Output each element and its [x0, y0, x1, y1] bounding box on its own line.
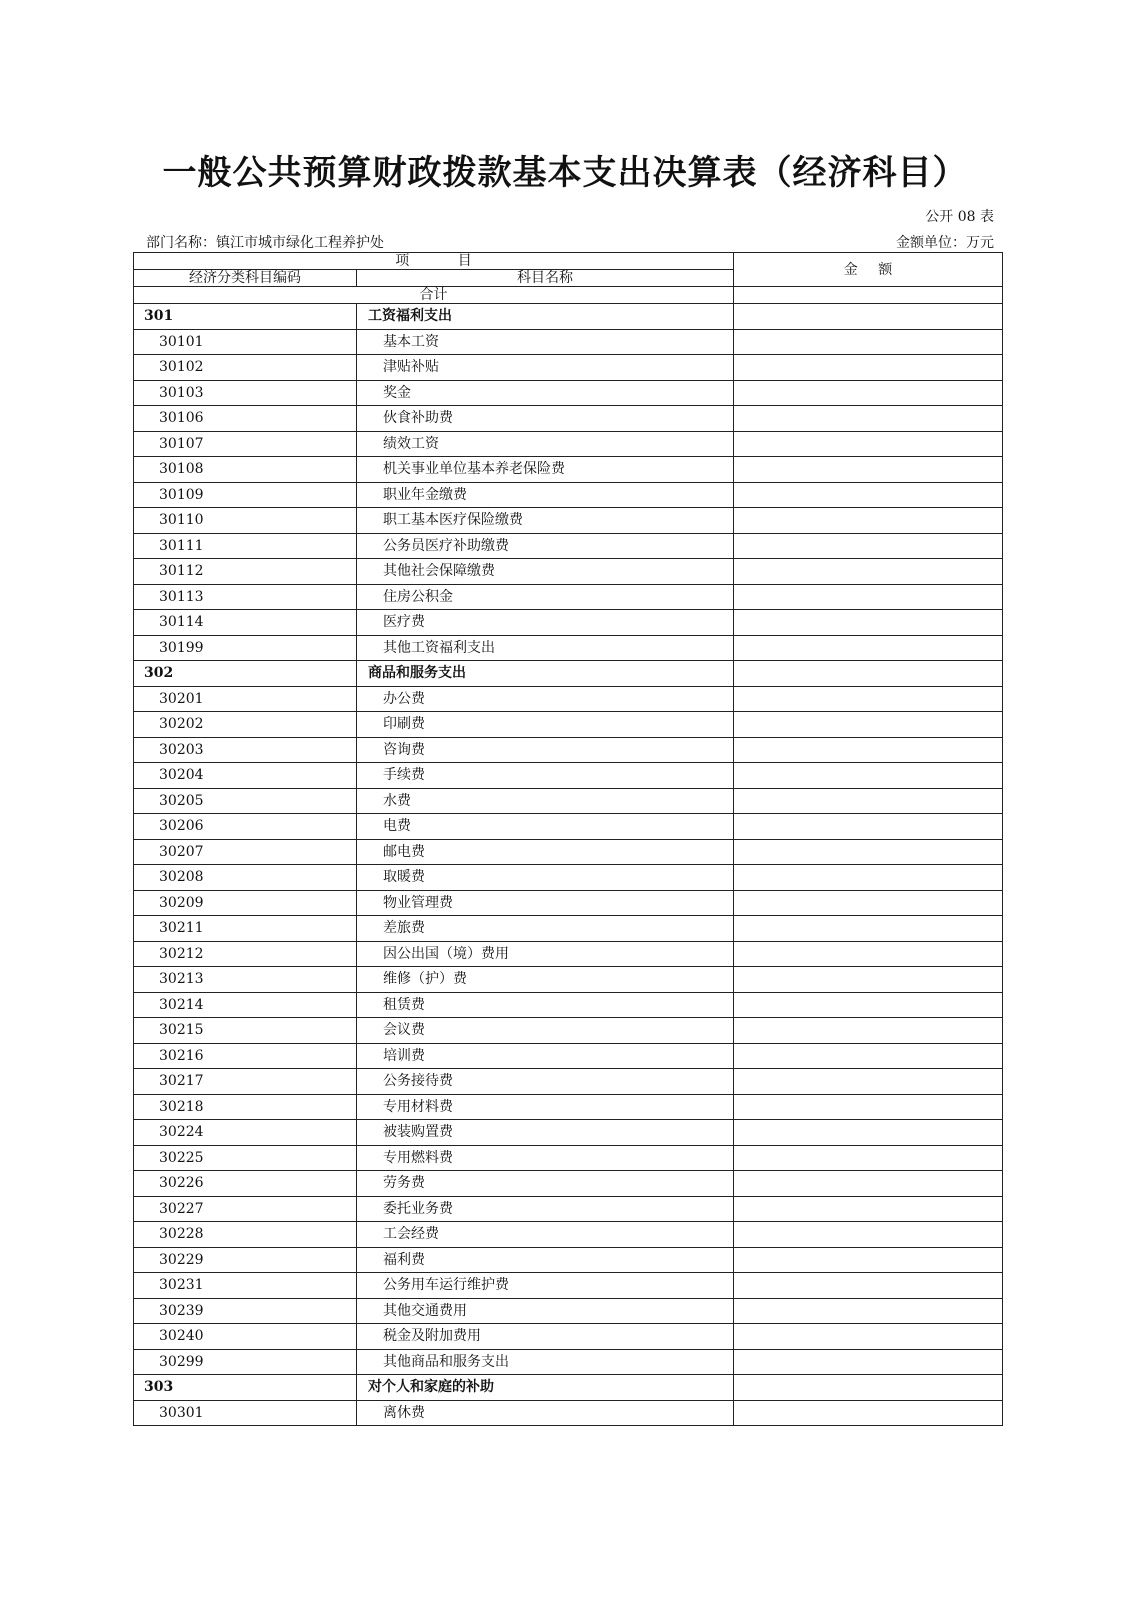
table-row [134, 941, 1003, 967]
row-name: 公务员医疗补助缴费 [357, 533, 734, 559]
row-code: 30199 [134, 635, 357, 661]
row-amount [734, 1069, 1003, 1095]
row-code: 30211 [134, 916, 357, 942]
row-amount [734, 329, 1003, 355]
header-name: 科目名称 [357, 270, 734, 287]
row-amount [734, 839, 1003, 865]
row-name: 培训费 [357, 1043, 734, 1069]
table-row [134, 1145, 1003, 1171]
total-row [134, 287, 1003, 304]
table-row [134, 1273, 1003, 1299]
row-code: 30224 [134, 1120, 357, 1146]
header-amount: 金 额 [843, 261, 901, 278]
table-row [134, 1171, 1003, 1197]
row-name: 绩效工资 [357, 431, 734, 457]
row-code: 30111 [134, 533, 357, 559]
total-amount [734, 287, 1003, 304]
row-name: 机关事业单位基本养老保险费 [357, 457, 734, 483]
row-amount [734, 482, 1003, 508]
row-amount [734, 635, 1003, 661]
row-name: 其他交通费用 [357, 1298, 734, 1324]
row-amount [734, 584, 1003, 610]
row-name: 差旅费 [357, 916, 734, 942]
table-row [134, 788, 1003, 814]
row-name: 印刷费 [357, 712, 734, 738]
amount-unit: 金额单位：万元 [896, 235, 994, 251]
row-name: 取暖费 [357, 865, 734, 891]
row-name: 办公费 [357, 686, 734, 712]
row-code: 30203 [134, 737, 357, 763]
row-code: 30217 [134, 1069, 357, 1095]
table-row [134, 1120, 1003, 1146]
row-amount [734, 355, 1003, 381]
row-amount [734, 1247, 1003, 1273]
row-name: 手续费 [357, 763, 734, 789]
row-code: 30208 [134, 865, 357, 891]
table-row [134, 1324, 1003, 1350]
row-code: 30101 [134, 329, 357, 355]
row-code: 30225 [134, 1145, 357, 1171]
table-row [134, 890, 1003, 916]
row-amount [734, 406, 1003, 432]
category-row [134, 661, 1003, 687]
row-amount [734, 788, 1003, 814]
row-name: 住房公积金 [357, 584, 734, 610]
header-row-1 [134, 253, 1003, 270]
row-code: 30110 [134, 508, 357, 534]
row-amount [734, 1196, 1003, 1222]
row-name: 工会经费 [357, 1222, 734, 1248]
row-name: 公务接待费 [357, 1069, 734, 1095]
row-name: 被装购置费 [357, 1120, 734, 1146]
table-row [134, 1247, 1003, 1273]
row-code: 30207 [134, 839, 357, 865]
row-code: 30214 [134, 992, 357, 1018]
row-name: 福利费 [357, 1247, 734, 1273]
row-name: 公务用车运行维护费 [357, 1273, 734, 1299]
row-amount [734, 1145, 1003, 1171]
row-code: 30228 [134, 1222, 357, 1248]
header-amount-cell [734, 253, 1003, 287]
table-row [134, 329, 1003, 355]
row-code: 30107 [134, 431, 357, 457]
row-name: 离休费 [357, 1400, 734, 1426]
row-code: 303 [134, 1375, 357, 1401]
row-code: 301 [134, 304, 357, 330]
row-amount [734, 865, 1003, 891]
row-amount [734, 661, 1003, 687]
row-code: 30212 [134, 941, 357, 967]
row-code: 30114 [134, 610, 357, 636]
row-code: 30106 [134, 406, 357, 432]
row-name: 会议费 [357, 1018, 734, 1044]
header-item: 项 目 [395, 253, 494, 269]
row-amount [734, 610, 1003, 636]
row-amount [734, 967, 1003, 993]
row-amount [734, 1222, 1003, 1248]
row-code: 30218 [134, 1094, 357, 1120]
row-code: 30204 [134, 763, 357, 789]
table-row [134, 737, 1003, 763]
row-amount [734, 916, 1003, 942]
table-row [134, 1298, 1003, 1324]
table-row [134, 1018, 1003, 1044]
table-row [134, 967, 1003, 993]
table-row [134, 533, 1003, 559]
table-row [134, 1196, 1003, 1222]
expenditure-table [133, 252, 1003, 1426]
row-code: 30108 [134, 457, 357, 483]
table-body [134, 253, 1003, 1426]
table-row [134, 814, 1003, 840]
category-row [134, 1375, 1003, 1401]
row-name: 维修（护）费 [357, 967, 734, 993]
table-row [134, 635, 1003, 661]
row-name: 邮电费 [357, 839, 734, 865]
total-label: 合计 [134, 287, 734, 304]
row-amount [734, 457, 1003, 483]
row-code: 30213 [134, 967, 357, 993]
category-row [134, 304, 1003, 330]
table-row [134, 457, 1003, 483]
row-amount [734, 763, 1003, 789]
row-amount [734, 533, 1003, 559]
row-code: 30103 [134, 380, 357, 406]
row-code: 30301 [134, 1400, 357, 1426]
row-amount [734, 559, 1003, 585]
table-row [134, 1400, 1003, 1426]
row-code: 30201 [134, 686, 357, 712]
row-amount [734, 1120, 1003, 1146]
row-code: 30113 [134, 584, 357, 610]
table-row [134, 839, 1003, 865]
table-row [134, 686, 1003, 712]
row-name: 其他社会保障缴费 [357, 559, 734, 585]
row-name: 基本工资 [357, 329, 734, 355]
row-name: 税金及附加费用 [357, 1324, 734, 1350]
table-row [134, 712, 1003, 738]
row-amount [734, 1349, 1003, 1375]
table-row [134, 1222, 1003, 1248]
row-amount [734, 1324, 1003, 1350]
row-amount [734, 1043, 1003, 1069]
row-amount [734, 814, 1003, 840]
table-row [134, 406, 1003, 432]
row-name: 工资福利支出 [357, 304, 734, 330]
row-name: 专用材料费 [357, 1094, 734, 1120]
row-code: 30102 [134, 355, 357, 381]
table-row [134, 584, 1003, 610]
row-amount [734, 1298, 1003, 1324]
row-code: 30202 [134, 712, 357, 738]
row-name: 咨询费 [357, 737, 734, 763]
row-code: 30229 [134, 1247, 357, 1273]
row-name: 其他工资福利支出 [357, 635, 734, 661]
row-code: 30205 [134, 788, 357, 814]
row-name: 专用燃料费 [357, 1145, 734, 1171]
table-row [134, 1043, 1003, 1069]
row-code: 30227 [134, 1196, 357, 1222]
table-row [134, 508, 1003, 534]
table-row [134, 482, 1003, 508]
table-row [134, 559, 1003, 585]
row-amount [734, 304, 1003, 330]
row-code: 30239 [134, 1298, 357, 1324]
row-amount [734, 941, 1003, 967]
row-code: 30112 [134, 559, 357, 585]
row-amount [734, 992, 1003, 1018]
row-name: 因公出国（境）费用 [357, 941, 734, 967]
table-row [134, 1069, 1003, 1095]
row-code: 30216 [134, 1043, 357, 1069]
row-code: 30231 [134, 1273, 357, 1299]
row-code: 30206 [134, 814, 357, 840]
row-amount [734, 380, 1003, 406]
table-row [134, 1094, 1003, 1120]
page-title: 一般公共预算财政拨款基本支出决算表（经济科目） [162, 153, 968, 193]
row-code: 302 [134, 661, 357, 687]
form-number: 公开 08 表 [925, 209, 994, 225]
row-name: 职业年金缴费 [357, 482, 734, 508]
row-amount [734, 1375, 1003, 1401]
row-name: 水费 [357, 788, 734, 814]
row-name: 津贴补贴 [357, 355, 734, 381]
table-row [134, 1349, 1003, 1375]
row-amount [734, 712, 1003, 738]
table-row [134, 916, 1003, 942]
table-row [134, 865, 1003, 891]
row-name: 租赁费 [357, 992, 734, 1018]
table-row [134, 992, 1003, 1018]
row-amount [734, 1171, 1003, 1197]
row-code: 30226 [134, 1171, 357, 1197]
row-amount [734, 1400, 1003, 1426]
row-amount [734, 431, 1003, 457]
department-name: 部门名称：镇江市城市绿化工程养护处 [146, 235, 384, 251]
row-name: 商品和服务支出 [357, 661, 734, 687]
row-code: 30240 [134, 1324, 357, 1350]
row-code: 30209 [134, 890, 357, 916]
row-name: 电费 [357, 814, 734, 840]
row-amount [734, 508, 1003, 534]
row-amount [734, 1273, 1003, 1299]
row-code: 30215 [134, 1018, 357, 1044]
row-amount [734, 1094, 1003, 1120]
table-row [134, 763, 1003, 789]
row-amount [734, 686, 1003, 712]
row-amount [734, 890, 1003, 916]
row-name: 医疗费 [357, 610, 734, 636]
header-code: 经济分类科目编码 [134, 270, 357, 287]
row-code: 30109 [134, 482, 357, 508]
row-name: 委托业务费 [357, 1196, 734, 1222]
row-name: 物业管理费 [357, 890, 734, 916]
row-amount [734, 1018, 1003, 1044]
row-code: 30299 [134, 1349, 357, 1375]
row-name: 对个人和家庭的补助 [357, 1375, 734, 1401]
row-name: 劳务费 [357, 1171, 734, 1197]
table-row [134, 431, 1003, 457]
header-item-cell [134, 253, 734, 270]
table-row [134, 355, 1003, 381]
table-row [134, 380, 1003, 406]
table-row [134, 610, 1003, 636]
row-name: 伙食补助费 [357, 406, 734, 432]
row-amount [734, 737, 1003, 763]
row-name: 其他商品和服务支出 [357, 1349, 734, 1375]
row-name: 职工基本医疗保险缴费 [357, 508, 734, 534]
row-name: 奖金 [357, 380, 734, 406]
